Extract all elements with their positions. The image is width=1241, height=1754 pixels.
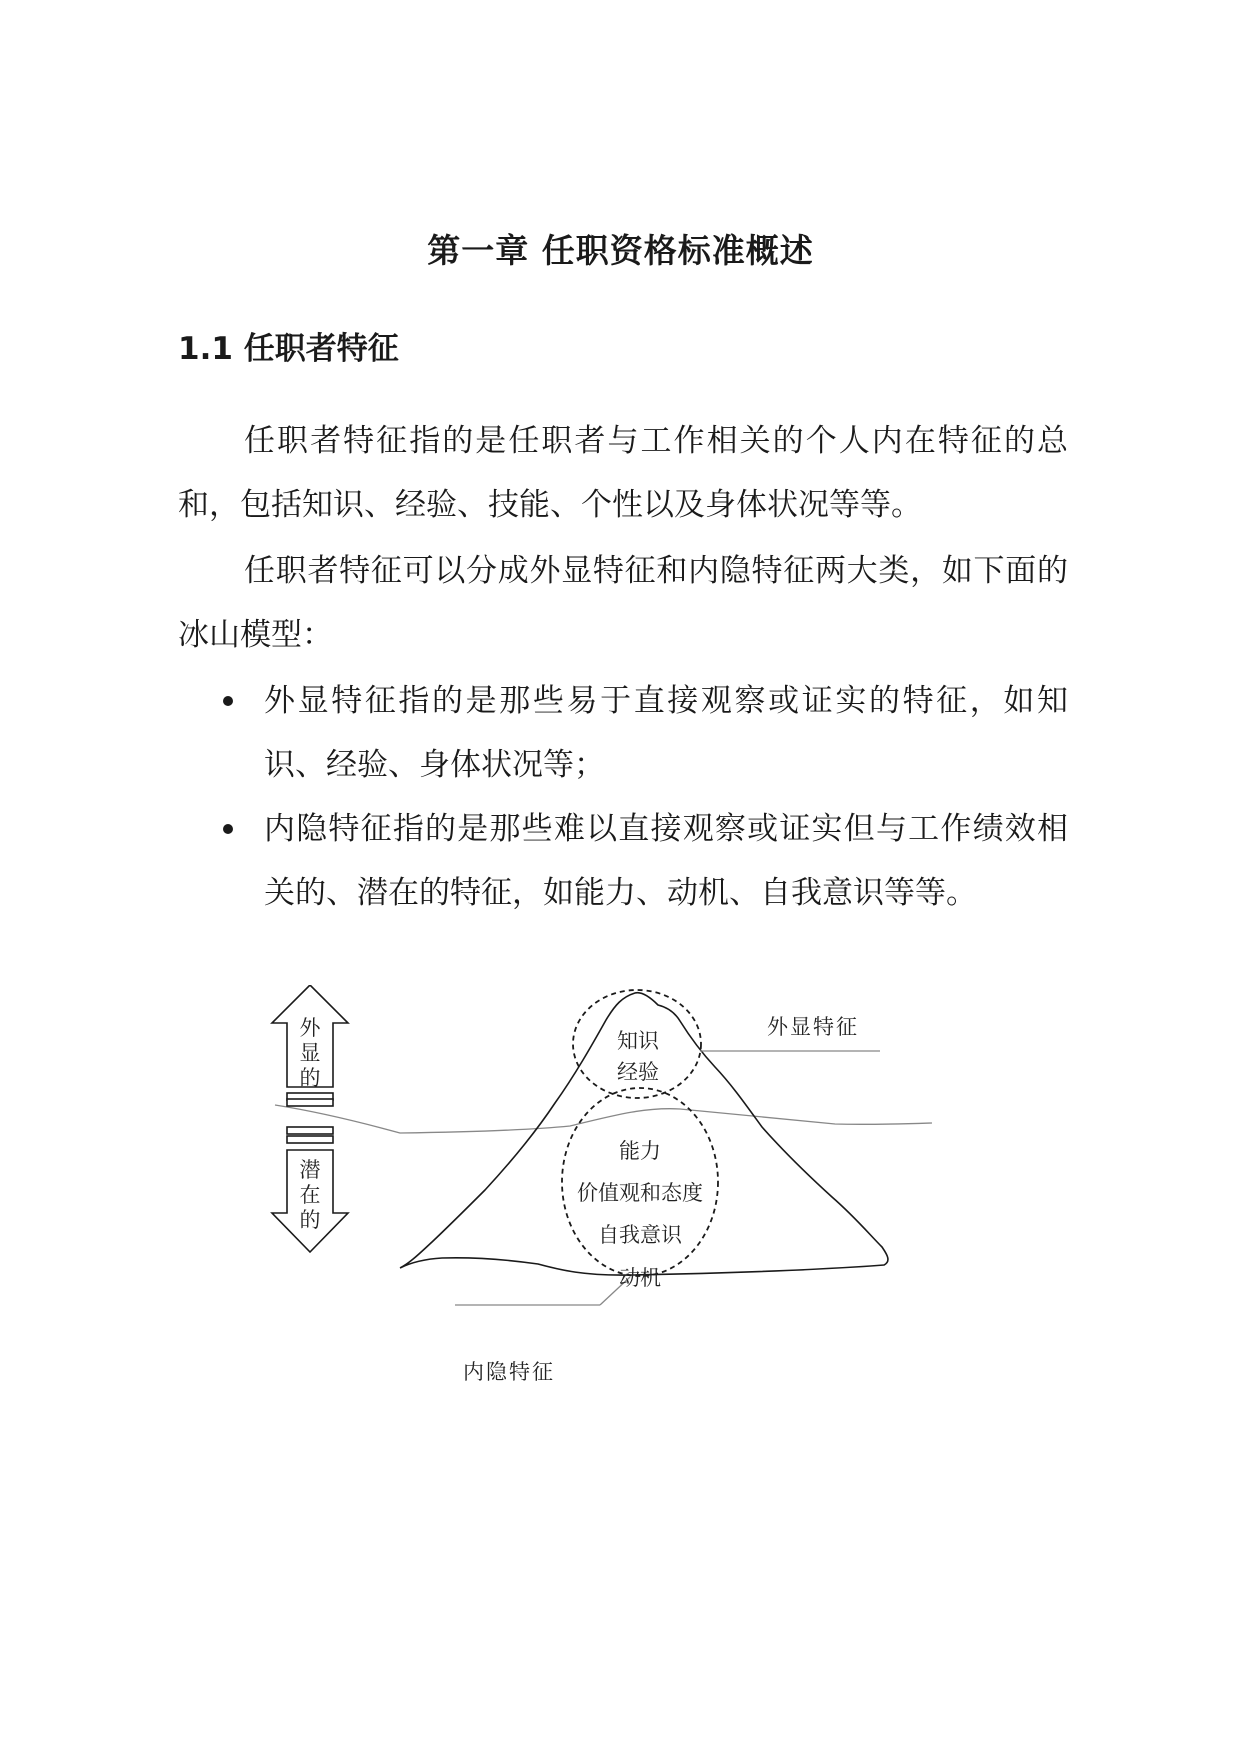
paragraph-definition: 任职者特征指的是任职者与工作相关的个人内在特征的总和，包括知识、经验、技能、个性以及身体状况等等。 [178,423,1068,523]
section-title: 1.1 任职者特征 [178,331,399,367]
arrow-up-char: 显 [299,1041,321,1065]
bottom-circle-line: 自我意识 [598,1223,682,1247]
bottom-circle-line: 价值观和态度 [577,1181,703,1205]
arrow-down-char: 在 [299,1183,321,1207]
paragraph-classification: 任职者特征可以分成外显特征和内隐特征两大类，如下面的冰山模型： [178,553,1068,653]
feature-bullet-list [178,669,1068,925]
iceberg-diagram [270,985,1030,1405]
separator-bar-icon [287,1136,333,1143]
water-line [275,1105,932,1133]
arrow-up-char: 的 [299,1066,321,1090]
chapter-title: 第一章 任职资格标准概述 [427,231,814,270]
top-circle-line: 知识 [617,1029,659,1053]
iceberg-model-figure [270,985,1030,1405]
bottom-circle-line: 动机 [619,1266,661,1290]
bullet-visible-features [178,669,1068,797]
top-circle-line: 经验 [617,1060,659,1084]
visible-features-label: 外显特征 [767,1015,859,1039]
arrow-down-char: 潜 [299,1158,321,1182]
bottom-circle-line: 能力 [619,1139,661,1163]
bullet-hidden-features [178,797,1068,925]
arrow-up-char: 外 [299,1016,321,1040]
bullet-dot-icon [223,824,233,834]
bullet-text: 外显特征指的是那些易于直接观察或证实的特征，如知识、经验、身体状况等； [264,683,1068,783]
hidden-features-label: 内隐特征 [463,1360,555,1384]
bullet-dot-icon [223,696,233,706]
arrow-down-char: 的 [299,1208,321,1232]
separator-bar-icon [287,1099,333,1106]
bullet-text: 内隐特征指的是那些难以直接观察或证实但与工作绩效相关的、潜在的特征，如能力、动机、自我意识等等。 [264,811,1068,911]
separator-bar-icon [287,1127,333,1134]
